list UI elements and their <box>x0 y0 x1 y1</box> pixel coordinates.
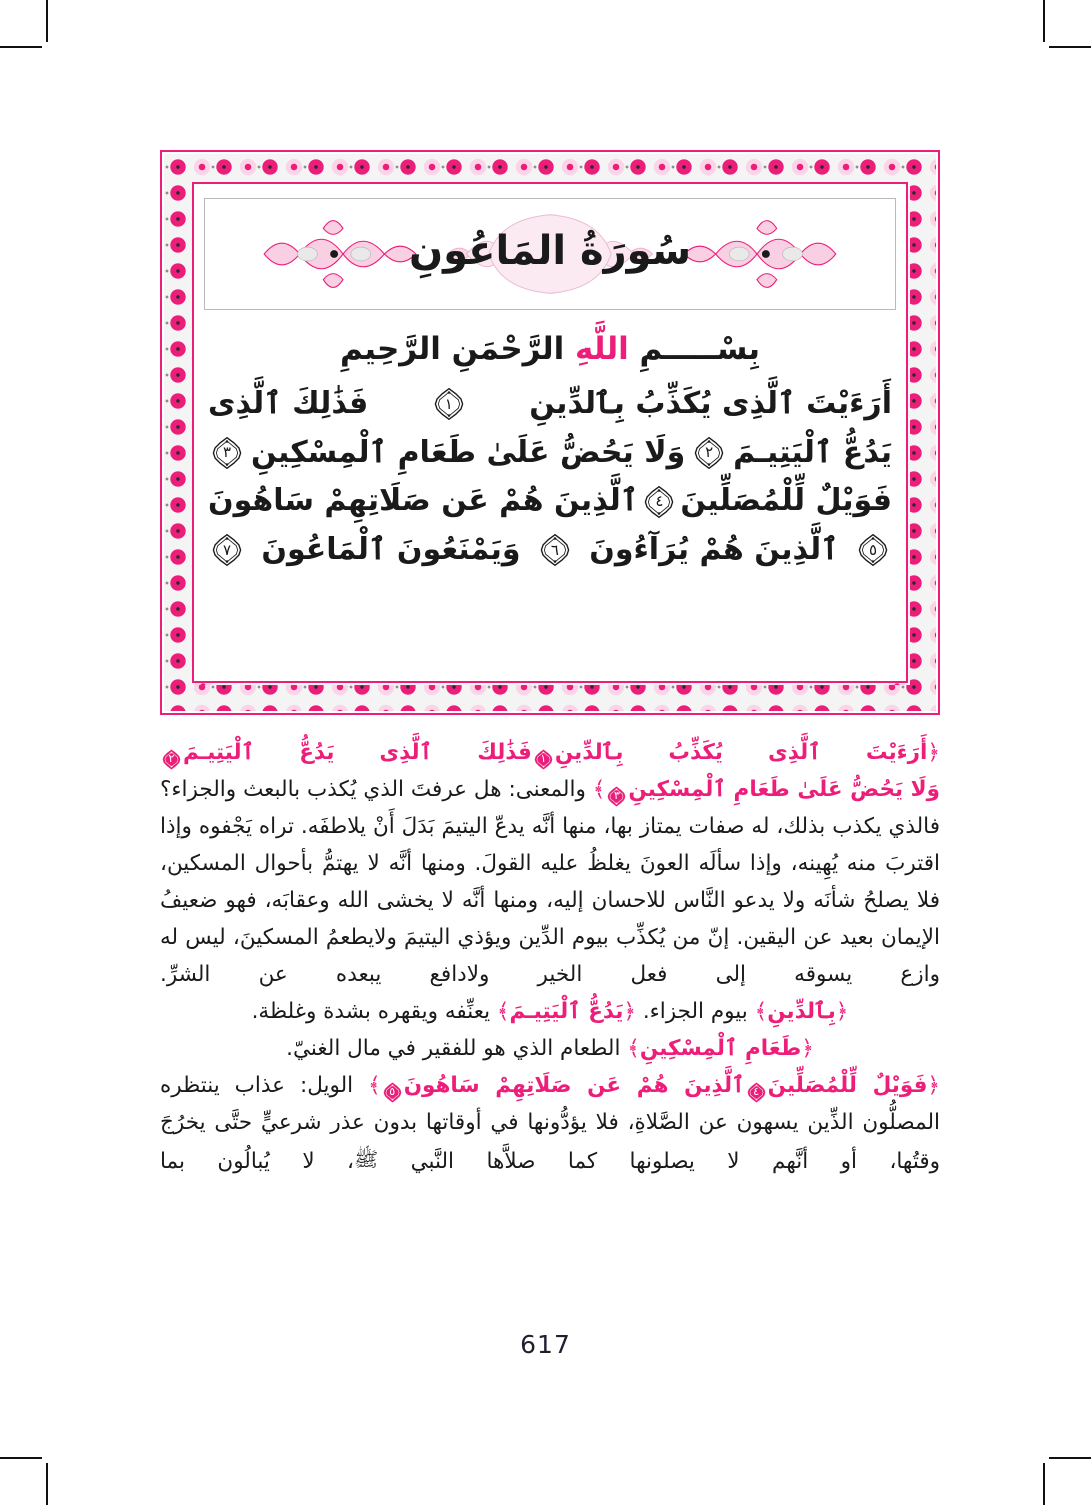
quote-bracket: ﴿ <box>801 1035 814 1061</box>
ayah-number-marker-inline: ١ <box>533 749 554 770</box>
basmala-pre: بِسْـــــمِ <box>628 331 760 367</box>
quote-bracket: ﴾ <box>627 1035 640 1061</box>
crop-mark-top-left-vertical <box>46 0 48 42</box>
ayah-number-marker-inline: ٢ <box>161 749 182 770</box>
quote-bracket: ﴿ <box>927 1072 941 1098</box>
ayat-block <box>198 380 902 574</box>
ayah-number-marker: ٧ <box>210 533 244 567</box>
surah-panel <box>198 188 902 677</box>
quran-quote: فَذَٰلِكَ ٱلَّذِى يَدُعُّ ٱلْيَتِيـمَ <box>183 740 532 765</box>
ayah-text: فَوَيْلٌ لِّلْمُصَلِّينَ <box>680 483 892 519</box>
ayah-text: ٱلَّذِينَ هُمْ يُرَآءُونَ <box>589 531 839 567</box>
ayah-number-marker: ٦ <box>538 533 572 567</box>
crop-mark-bottom-right-horizontal <box>1049 1457 1091 1459</box>
ayah-number-marker: ٤ <box>642 485 676 519</box>
crop-mark-bottom-left-vertical <box>46 1463 48 1505</box>
ayah-number-marker-inline: ٣ <box>606 786 627 807</box>
para-main <box>160 735 940 994</box>
ayah-text: فَذَٰلِكَ ٱلَّذِى <box>208 386 369 422</box>
crop-mark-bottom-right-vertical <box>1043 1463 1045 1505</box>
ayah-text: يَدُعُّ ٱلْيَتِيـمَ <box>733 434 892 470</box>
basmala-post: الرَّحْمَنِ الرَّحِيمِ <box>339 331 575 367</box>
quote-bracket: ﴾ <box>496 998 510 1024</box>
ayah-number-marker: ٥ <box>856 533 890 567</box>
quote-bracket: ﴿ <box>623 998 637 1024</box>
ayah-number-marker-inline: ٥ <box>382 1082 403 1103</box>
tafsir-commentary <box>160 735 940 1181</box>
para-gloss-1 <box>160 994 940 1031</box>
quran-quote: أَرَءَيْتَ ٱلَّذِى يُكَذِّبُ بِٱلدِّينِ <box>554 740 928 765</box>
page-number: 617 <box>520 1330 571 1359</box>
ayah-number-marker: ٢ <box>692 436 726 470</box>
ayah-text: وَلَا يَحُضُّ عَلَىٰ طَعَامِ ٱلْمِسْكِينِ <box>250 434 686 470</box>
quran-quote: بِٱلدِّينِ <box>767 998 836 1024</box>
tafsir-text: الطعام الذي هو للفقير في مال الغنيّ. <box>286 1035 628 1061</box>
quote-bracket: ﴿ <box>927 740 940 765</box>
ayah-line <box>208 380 892 429</box>
tafsir-text: ، لا يُبالُون بما <box>160 1148 354 1174</box>
quran-quote: ٱلَّذِينَ هُمْ عَن صَلَاتِهِمْ سَاهُونَ <box>403 1072 745 1098</box>
crop-mark-top-right-horizontal <box>1049 46 1091 48</box>
basmala <box>198 332 902 366</box>
quran-quote: فَوَيْلٌ لِّلْمُصَلِّينَ <box>767 1072 928 1098</box>
ayah-number-marker: ١ <box>432 387 466 421</box>
surah-title: سُورَةُ المَاعُونِ <box>408 228 692 274</box>
tafsir-text: والمعنى: هل عرفتَ الذي يُكذب بالبعث والجزاء؟ فالذي يكذب بذلك، له صفات يمتاز بها، منها أنَّه يدعّ اليتيمَ بَدَلَ أَنْ يلاطفَه. تراه يَجْفوه وإذا اقتربَ منه يُهِينه، وإذا سألَه العونَ يغلظُ عليه القولَ. ومنها أنَّه لا يهتمُّ بأحوال المسكين، فلا يصلحُ شأنَه ولا يدعو النَّاس للاحسان إليه، ومنها أنَّه لا يخشى الله وعقابَه، فهو ضعيفُ الإيمان بعيد عن اليقين. إنّ من يُكذِّب بيوم الدِّين ويؤذي اليتيمَ ولايطعمُ المسكينَ، ليس له وازع يسوقه إلى فعل الخير ولادافع يبعده عن الشرِّ. <box>160 776 940 987</box>
quran-quote: وَلَا يَحُضُّ عَلَىٰ طَعَامِ ٱلْمِسْكِينِ <box>628 776 940 802</box>
para-final <box>160 1068 940 1181</box>
ayah-line <box>208 526 892 575</box>
quran-quote: طَعَامِ ٱلْمِسْكِينِ <box>639 1035 802 1061</box>
quote-bracket: ﴾ <box>592 776 606 802</box>
quote-bracket: ﴾ <box>754 998 768 1024</box>
quote-bracket: ﴾ <box>368 1072 381 1098</box>
quran-quote: يَدُعُّ ٱلْيَتِيـمَ <box>509 998 624 1024</box>
ayah-number-marker: ٣ <box>210 436 244 470</box>
basmala-lafz-allah: اللَّهِ <box>575 331 629 367</box>
ayah-number-marker-inline: ٤ <box>746 1082 767 1103</box>
salawat-symbol-icon: ﷺ <box>353 1146 379 1171</box>
tafsir-text: يعنِّفه ويقهره بشدة وغلظة. <box>251 998 497 1024</box>
quote-bracket: ﴿ <box>835 998 849 1024</box>
ayah-text: وَيَمْنَعُونَ ٱلْمَاعُونَ <box>261 531 521 567</box>
crop-mark-top-left-horizontal <box>0 46 42 48</box>
surah-title-band <box>204 198 896 310</box>
ayah-line <box>208 477 892 526</box>
quran-ornamental-frame <box>160 150 940 715</box>
para-gloss-2 <box>160 1031 940 1068</box>
ayah-line <box>208 429 892 478</box>
tafsir-text: الويل: عذاب ينتظره المصلُّون الذِّين يسهون عن الصَّلاةِ، فلا يؤدُّونها في أوقاتها بدون عذر شرعيٍّ حتَّى يخرُجَ وقتُها، أو أنَّهم لا يصلونها كما صلاَّها النَّبي <box>160 1072 940 1174</box>
tafsir-text: بيوم الجزاء. <box>636 998 755 1024</box>
crop-mark-top-right-vertical <box>1043 0 1045 42</box>
ayah-text: ٱلَّذِينَ هُمْ عَن صَلَاتِهِمْ سَاهُونَ <box>208 483 639 519</box>
crop-mark-bottom-left-horizontal <box>0 1457 42 1459</box>
ayah-text: أَرَءَيْتَ ٱلَّذِى يُكَذِّبُ بِٱلدِّينِ <box>529 386 892 422</box>
